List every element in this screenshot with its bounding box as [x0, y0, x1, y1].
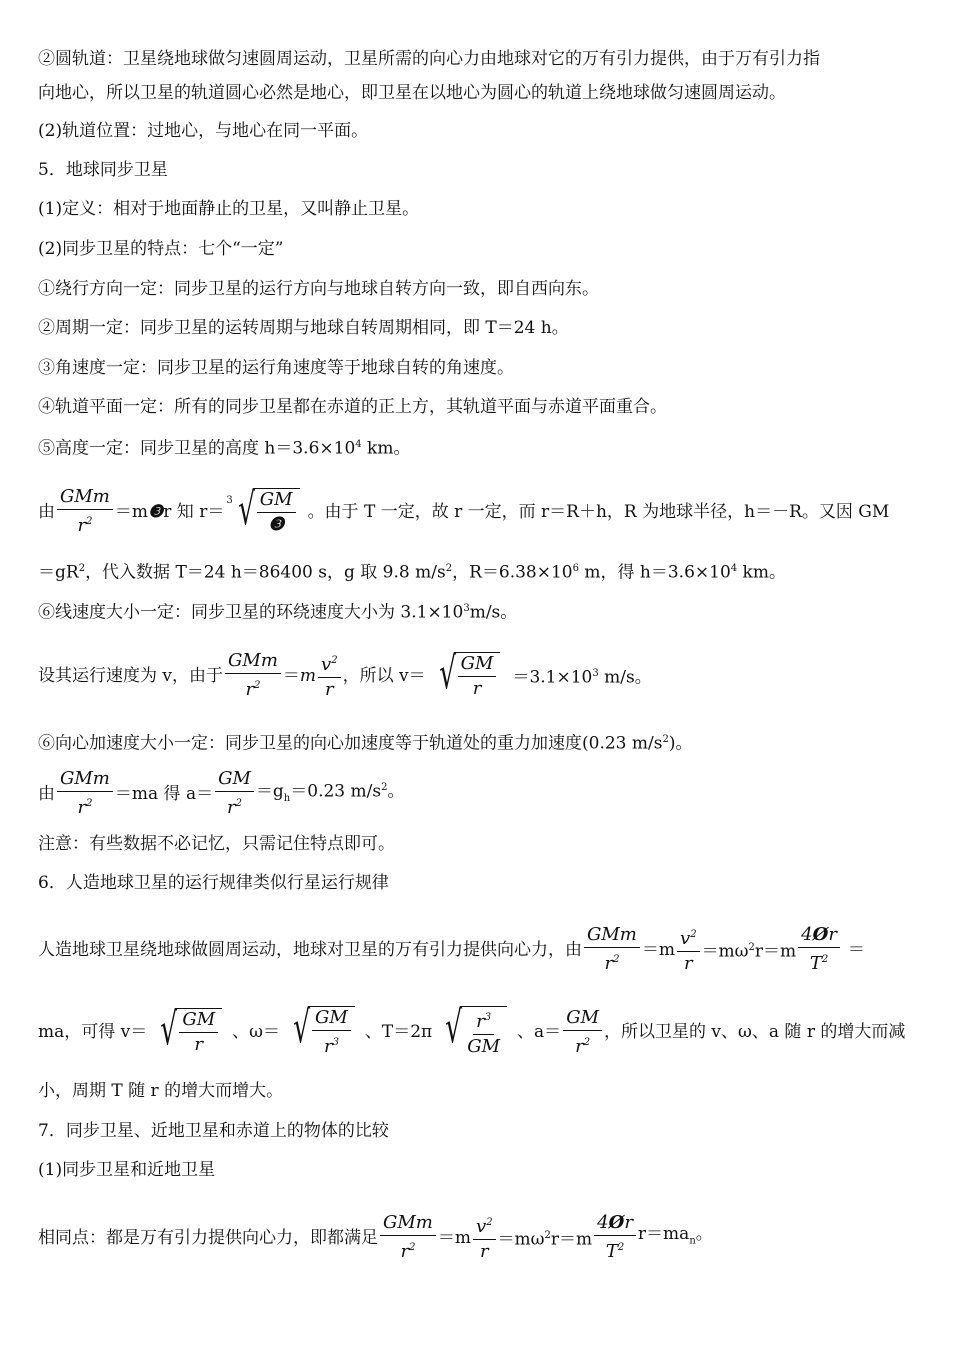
formula-line: 人造地球卫星绕地球做圆周运动，地球对卫星的万有引力提供向心力，由 $\frac{\text{GMm}}{r^2}$ ＝m $\frac{v^2}{r}$ $=m\omega^2r=m$ $\frac{4Ør}{T^2}$ ＝: [38, 924, 865, 974]
section-heading: 5．地球同步卫星: [38, 160, 168, 180]
paragraph-line: (1)定义：相对于地面静止的卫星，又叫静止卫星。: [38, 199, 420, 219]
formula-line: 相同点：都是万有引力提供向心力，即都满足 $\frac{\text{GMm}}{r^2}$ ＝m $\frac{v^2}{r}$ $=m\omega^2r=m$ $\frac{4Ør}{T^2}$ $r=ma_n$。: [38, 1212, 713, 1262]
cube-root: 3 √ $\frac{GM}{\text{❸}}$: [226, 488, 299, 536]
exponent: 4: [355, 439, 362, 450]
text: r 知 r＝: [163, 501, 225, 522]
fraction: [57, 486, 113, 537]
fraction: $\frac{\text{GMm}}{r^2}$: [57, 768, 113, 819]
omega-symbol: ❸: [148, 501, 164, 522]
formula-line: 设其运行速度为 v，由于 $\frac{\text{GMm}}{r^2}$ ＝m $\frac{v^2}{r}$ ，所以 v＝ √ $\frac{GM}{r}$ $=3.1\times 10^3$ m/s。: [38, 647, 652, 700]
text: 。由于 T 一定，故 r 一定，而 r＝R＋h，R 为地球半径，h＝－R。又因 GM: [307, 501, 890, 522]
formula-line: 由 $\frac{\text{GMm}}{r^2}$ ＝ma 得 a＝ $\frac{GM}{r^2}$ $=g_h=0.23$ $m/s^2$。: [38, 768, 405, 818]
paragraph-line: (2)同步卫星的特点：七个“一定”: [38, 239, 284, 259]
text: ⑤高度一定：同步卫星的高度 h＝3.6×10: [38, 438, 356, 459]
denominator: $r^2$: [77, 515, 93, 536]
paragraph-line: (1)同步卫星和近地卫星: [38, 1160, 216, 1180]
formula-line: ma，可得 v＝ √ $\frac{GM}{r}$ 、ω＝ √ $\frac{GM}{r^3}$ 、T＝2π √ $\frac{r^3}{GM}$ 、a＝ $\frac{GM}{r^2}$ ，所以卫星的 v、ω、a 随 r 的增大而减: [38, 1002, 906, 1057]
paragraph-line: ②圆轨道：卫星绕地球做匀速圆周运动，卫星所需的向心力由地球对它的万有引力提供，由于万有引力指: [38, 49, 820, 69]
paragraph-line: (2)轨道位置：过地心，与地心在同一平面。: [38, 121, 369, 141]
root-index: 3: [226, 494, 233, 506]
section-heading: 7．同步卫星、近地卫星和赤道上的物体的比较: [38, 1121, 389, 1141]
numerator: GM: [257, 489, 296, 513]
text: ＝m: [114, 501, 149, 522]
text: 由: [38, 501, 55, 522]
paragraph-line: [38, 434, 410, 460]
paragraph-line: ①绕行方向一定：同步卫星的运行方向与地球自转方向一致，即自西向东。: [38, 279, 599, 299]
fraction: $\frac{v^2}{r}$: [318, 650, 341, 701]
paragraph-line: 注意：有些数据不必记忆，只需记住特点即可。: [38, 834, 395, 854]
paragraph-line: ③角速度一定：同步卫星的运行角速度等于地球自转的角速度。: [38, 358, 514, 378]
paragraph-line: 小，周期 T 随 r 的增大而增大。: [38, 1081, 284, 1101]
fraction: $\frac{\text{GMm}}{r^2}$: [225, 650, 281, 701]
fraction: [257, 489, 296, 536]
text: km。: [361, 438, 411, 459]
paragraph-line: ⑥线速度大小一定：同步卫星的环绕速度大小为 $3.1\times 10^3m/s$。: [38, 602, 518, 623]
numerator: GMm: [57, 486, 113, 510]
denominator: ❸: [268, 513, 285, 535]
section-heading: 6．人造地球卫星的运行规律类似行星运行规律: [38, 873, 389, 893]
paragraph-line: $=gR^2$，代入数据 T＝24 h＝86400 s，g 取 9.8 $m/s^2$，$R=6.38\times 10^6$ m，得 $h=3.6\times 10^4$ km。: [38, 562, 786, 583]
paragraph-line: ⑥向心加速度大小一定：同步卫星的向心加速度等于轨道处的重力加速度(0.23 $m/s^2$)。: [38, 733, 693, 754]
paragraph-line: ②周期一定：同步卫星的运转周期与地球自转周期相同，即 T＝24 h。: [38, 318, 569, 338]
fraction: $\frac{GM}{r^2}$: [215, 768, 254, 819]
square-root: √ $\frac{GM}{r}$: [428, 652, 501, 700]
paragraph-line: 向地心，所以卫星的轨道圆心必然是地心，即卫星在以地心为圆心的轨道上绕地球做匀速圆周运动。: [38, 83, 786, 103]
formula-line: [38, 483, 890, 537]
paragraph-line: ④轨道平面一定：所有的同步卫星都在赤道的正上方，其轨道平面与赤道平面重合。: [38, 397, 667, 417]
